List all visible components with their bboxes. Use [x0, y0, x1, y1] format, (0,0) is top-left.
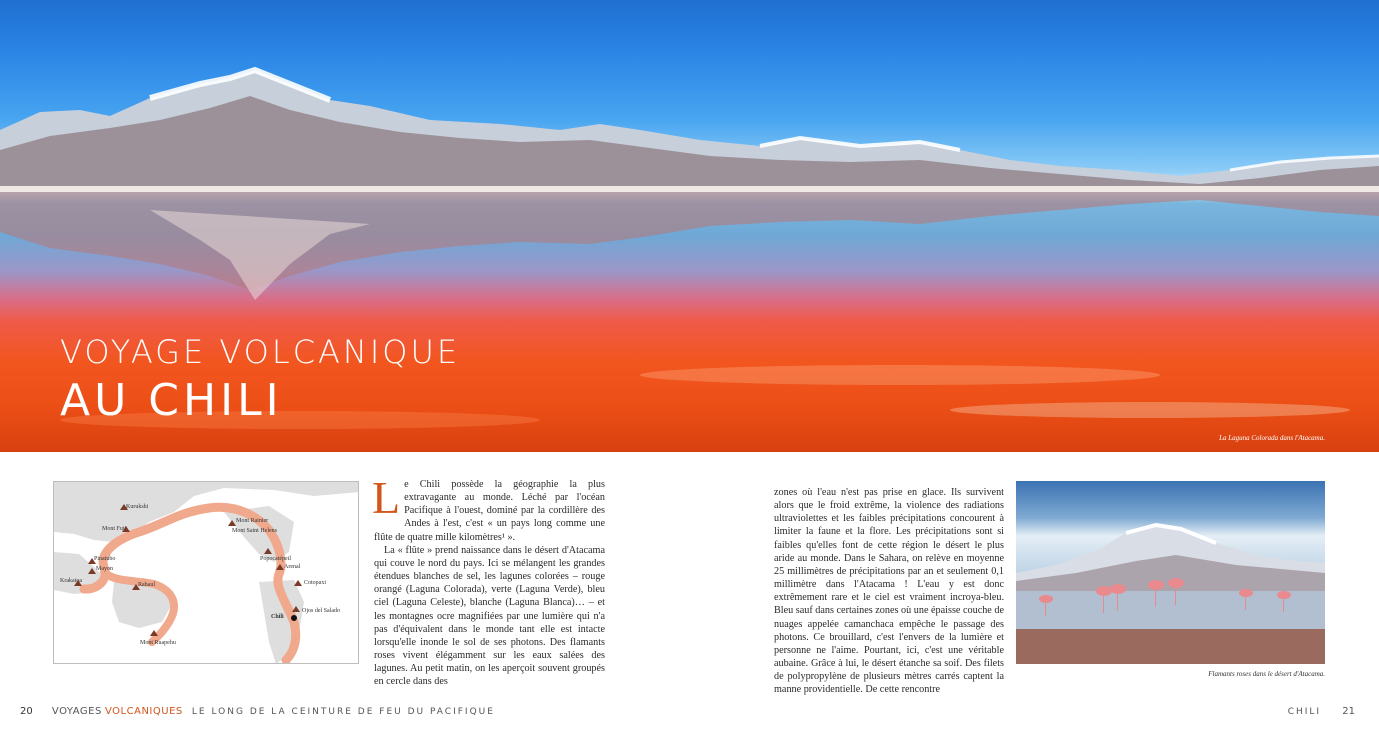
- volcano-marker: [264, 548, 271, 555]
- volcano-label-mont-ruapehu: Mont Ruapehu: [140, 640, 176, 646]
- volcano-marker: [228, 520, 235, 527]
- title-line-chili: AU CHILI: [60, 375, 283, 426]
- volcano-marker: [292, 606, 299, 613]
- magazine-name-part1: VOYAGES: [51, 706, 102, 717]
- footer-section-chili: CHILI: [1287, 707, 1322, 717]
- article-column-2: zones où l'eau n'est pas prise en glace. Ils survivent alors que le froid extrême, la violence des radiations ultraviolettes et les faibles précipitations concourent à limiter la faune et la flore. Les précipitations sont si faibles qu'elles font de cette région le désert le plus aride au monde. Dans le Sahara, on relève en moyenne 25 millimètres de précipitations par an et seulement 0,1 millimètre dans l'Atacama ! L'eau y est donc extrêmement rare et le ciel est vraiment incroya-bleu. Bleu sauf dans certaines zones où une épaisse couche de nuages appelée camanchaca empêche le passage des photons. Ce brouillard, c'est l'envers de la lumière et personne ne l'aime. Pourtant, ici, c'est une véritable aubaine. Grâce à lui, le désert étanche sa soif. Des filets de polypropylène de plusieurs mètres carrés captent la manne providentielle. De cette rencontre: [774, 487, 1004, 696]
- article-column-1: [372, 472, 605, 689]
- volcano-marker: [88, 558, 95, 565]
- volcano-marker: [74, 580, 81, 587]
- title-line-voyage: VOYAGE VOLCANIQUE: [60, 333, 461, 371]
- page-number-right: 21: [1342, 706, 1355, 717]
- country-label-chili: Chili: [271, 614, 284, 620]
- volcano-label-mont-rainier: Mont Rainier: [236, 518, 269, 524]
- flamingo-photo: [1016, 481, 1325, 664]
- ring-of-fire-map: [53, 481, 359, 664]
- magazine-name-part2: VOLCANIQUES: [105, 706, 183, 717]
- volcano-label-rabaul: Rabaul: [138, 582, 155, 588]
- volcano-label-popocatepetl: Popocatépetl: [260, 556, 291, 562]
- hero-caption: La Laguna Colorada dans l'Atacama.: [1219, 434, 1325, 442]
- volcano-label-cotopaxi: Cotopaxi: [304, 580, 326, 586]
- map-graphic: [54, 482, 359, 664]
- paragraph-1-text: e Chili possède la géographie la plus extravagante au monde. Léché par l'océan Pacifique à l'ouest, dominé par la cordillère des Andes à l'est, c'est « un pays long comme une flûte de quatre mille kilomètres¹ ».: [374, 479, 605, 543]
- flamingo-landscape-illustration: [1016, 481, 1325, 664]
- drop-cap: L: [372, 472, 401, 523]
- footer-left: [20, 706, 495, 717]
- volcano-marker: [276, 564, 283, 571]
- volcano-label-mayon: Mayon: [96, 566, 113, 572]
- photo-caption: Flamants roses dans le désert d'Atacama.: [1208, 670, 1325, 678]
- footer-right: [1288, 706, 1355, 717]
- volcano-label-kurukshi: Kurukshi: [126, 504, 149, 510]
- volcano-label-mont-saint-helens: Mont Saint Helens: [232, 528, 277, 534]
- page-number-left: 20: [20, 706, 33, 717]
- volcano-marker: [150, 630, 157, 637]
- volcano-marker: [88, 568, 95, 575]
- volcano-label-arenal: Arenal: [284, 564, 301, 570]
- volcano-marker: [132, 584, 139, 591]
- volcano-marker: [294, 580, 301, 587]
- volcano-marker: [122, 526, 129, 533]
- volcano-label-mont-fuji: Mont Fuji: [102, 526, 127, 532]
- article-paragraph-2: La « flûte » prend naissance dans le désert d'Atacama qui couve le nord du pays. Ici se mélangent les grandes étendues blanches de sel, les lagunes colorées – rouge orangé (Laguna Colorada), verte (Laguna Verde), bleu ciel (Laguna Celeste), blanche (Laguna Blanca)… – et les montagnes ocre magnifiées par une lumière qui n'a pas d'équivalent dans le monde tant elle est intacte lorsqu'elle inonde le sol de ses photons. Des flamants roses vivent élégamment sur les eaux salées des lagunes. Au petit matin, on les aperçoit souvent groupés en cercle dans des: [374, 544, 605, 688]
- volcano-label-pinatubo: Pinatubo: [94, 556, 116, 562]
- volcano-marker: [120, 504, 127, 511]
- footer-section-title: LE LONG DE LA CEINTURE DE FEU DU PACIFIQUE: [191, 707, 495, 717]
- article-paragraph-1: [372, 472, 605, 544]
- volcano-label-krakatoa: Krakatoa: [60, 578, 82, 584]
- volcano-label-ojos-del-salado: Ojos del Salado: [302, 608, 340, 614]
- page-title: [60, 332, 460, 428]
